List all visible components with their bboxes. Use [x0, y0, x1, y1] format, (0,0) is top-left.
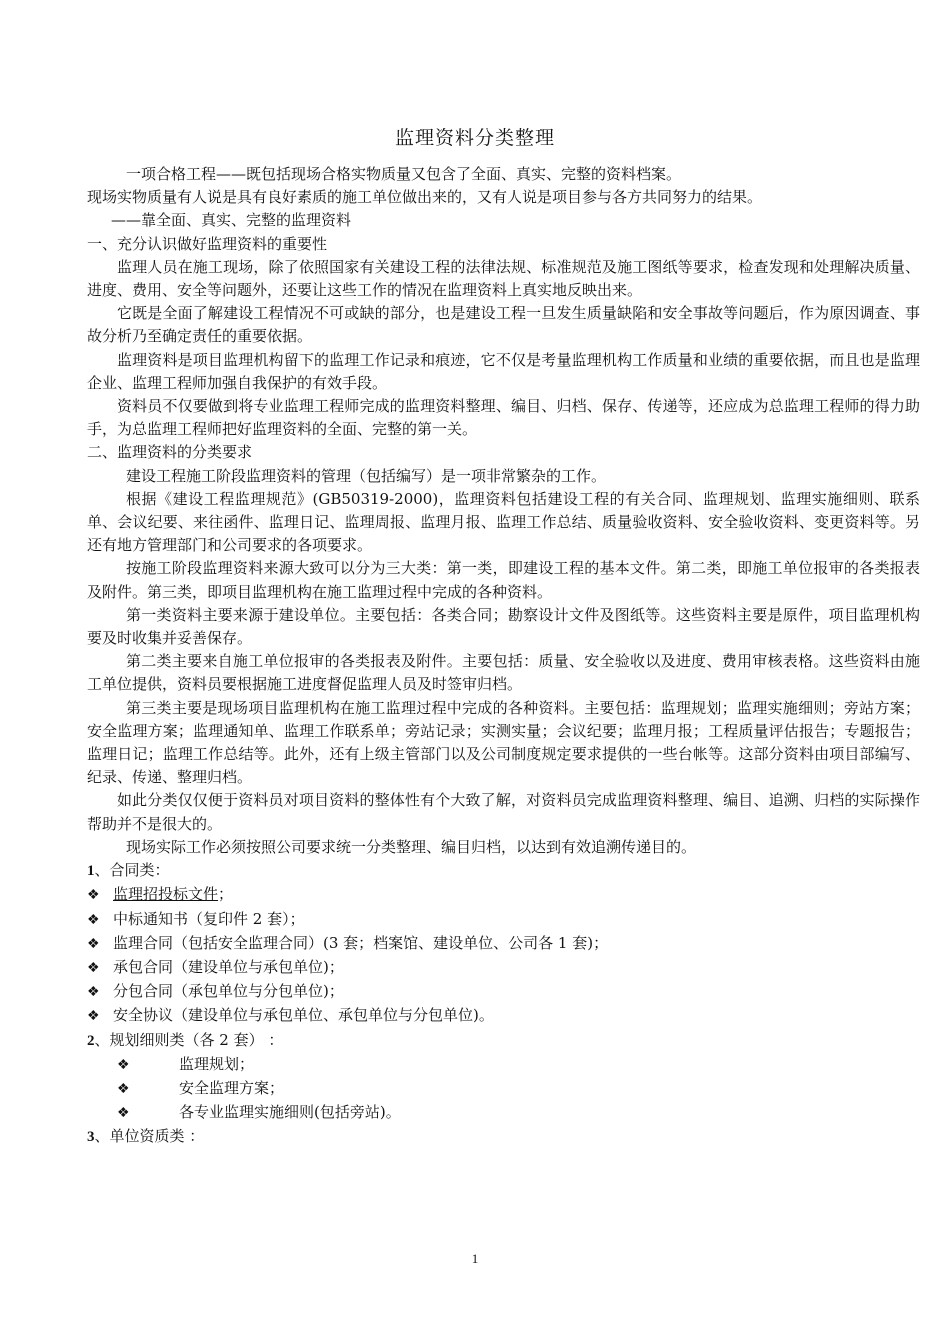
list-item-text: 安全监理方案； — [179, 1078, 285, 1097]
list-item — [87, 1077, 920, 1101]
section-1-paragraph: 它既是全面了解建设工程情况不可或缺的部分，也是建设工程一旦发生质量缺陷和安全事故等问题后，作为原因调查、事故分析乃至确定责任的重要依据。 — [87, 304, 920, 346]
intro-line-3: ——靠全面、真实、完整的监理资料 — [111, 211, 352, 230]
diamond-bullet-icon: ❖ — [87, 1008, 100, 1025]
list-1-heading — [87, 859, 920, 883]
section-2-paragraph: 根据《建设工程监理规范》(GB50319-2000)，监理资料包括建设工程的有关合同、监理规划、监理实施细则、联系单、会议纪要、来往函件、监理日记、监理周报、监理月报、监理工作总结、质量验收资料、安全验收资料、变更资料等。另还有地方管理部门和公司要求的各项要求。 — [87, 489, 920, 555]
list-item-text: 分包合同（承包单位与分包单位)； — [113, 982, 344, 1001]
list-3-heading — [87, 1125, 920, 1149]
list-2-number: 2 — [87, 1032, 95, 1049]
intro-line-2: 现场实物质量有人说是具有良好素质的施工单位做出来的，又有人说是项目参与各方共同努力的结果。 — [87, 188, 763, 207]
page-number: 1 — [471, 1251, 479, 1266]
contract-list — [87, 883, 920, 1028]
list-item-suffix: ； — [218, 885, 234, 904]
section-1-paragraph: 资料员不仅要做到将专业监理工程师完成的监理资料整理、编目、归档、保存、传递等，还应成为总监理工程师的得力助手，为总监理工程师把好监理资料的全面、完整的第一关。 — [87, 397, 920, 439]
diamond-bullet-icon: ❖ — [87, 887, 100, 904]
diamond-bullet-icon: ❖ — [87, 984, 100, 1001]
section-2-paragraph: 第三类主要是现场项目监理机构在施工监理过程中完成的各种资料。主要包括：监理规划；监理实施细则；旁站方案；安全监理方案；监理通知单、监理工作联系单；旁站记录；实测实量；会议纪要；监理月报；工程质量评估报告；专题报告；监理日记；监理工作总结等。此外，还有上级主管部门以及公司制度规定要求提供的一些台帐等。这部分资料由项目部编写、纪录、传递、整理归档。 — [87, 698, 920, 787]
list-1-label: 、合同类： — [94, 861, 170, 880]
section-2-paragraph: 现场实际工作必须按照公司要求统一分类整理、编目归档，以达到有效追溯传递目的。 — [126, 837, 697, 856]
diamond-bullet-icon: ❖ — [117, 1056, 130, 1073]
section-1-heading: 一、充分认识做好监理资料的重要性 — [87, 234, 328, 253]
list-item — [87, 956, 920, 980]
list-item-text: 承包合同（建设单位与承包单位)； — [113, 957, 344, 976]
list-2-heading — [87, 1029, 920, 1053]
list-item-text: 监理规划； — [179, 1054, 255, 1073]
diamond-bullet-icon: ❖ — [87, 959, 100, 976]
list-1-number: 1 — [87, 863, 95, 880]
section-2-heading: 二、监理资料的分类要求 — [87, 443, 253, 462]
list-item — [87, 908, 920, 932]
list-3-number: 3 — [87, 1129, 95, 1146]
section-1-paragraph: 监理资料是项目监理机构留下的监理工作记录和痕迹，它不仅是考量监理机构工作质量和业绩的重要依据，而且也是监理企业、监理工程师加强自我保护的有效手段。 — [87, 350, 920, 392]
section-2-paragraph: 第一类资料主要来源于建设单位。主要包括：各类合同；勘察设计文件及图纸等。这些资料主要是原件，项目监理机构要及时收集并妥善保存。 — [87, 605, 920, 648]
list-item-text: 监理合同（包括安全监理合同）(3 套；档案馆、建设单位、公司各 1 套)； — [113, 933, 609, 952]
section-1-paragraph: 监理人员在施工现场，除了依照国家有关建设工程的法律法规、标准规范及施工图纸等要求，检查发现和处理解决质量、进度、费用、安全等问题外，还要让这些工作的情况在监理资料上真实地反映出来。 — [87, 257, 920, 300]
section-2-paragraph: 第二类主要来自施工单位报审的各类报表及附件。主要包括：质量、安全验收以及进度、费用审核表格。这些资料由施工单位提供，资料员要根据施工进度督促监理人员及时签审归档。 — [87, 652, 920, 694]
diamond-bullet-icon: ❖ — [87, 911, 100, 928]
diamond-bullet-icon: ❖ — [87, 935, 100, 952]
section-2-paragraph: 按施工阶段监理资料来源大致可以分为三大类：第一类，即建设工程的基本文件。第二类，即施工单位报审的各类报表及附件。第三类，即项目监理机构在施工监理过程中完成的各种资料。 — [87, 559, 920, 601]
list-item-text: 各专业监理实施细则(包括旁站)。 — [179, 1103, 401, 1122]
list-3-label: 、单位资质类 ： — [94, 1127, 205, 1146]
list-item — [87, 1053, 920, 1077]
list-item — [87, 883, 920, 907]
plan-list — [87, 1053, 920, 1126]
diamond-bullet-icon: ❖ — [117, 1080, 130, 1097]
list-item-text: 中标通知书（复印件 2 套）； — [113, 909, 305, 928]
list-item — [87, 980, 920, 1004]
section-2-paragraph: 建设工程施工阶段监理资料的管理（包括编写）是一项非常繁杂的工作。 — [126, 466, 607, 485]
list-item — [87, 932, 920, 956]
document-body — [87, 163, 920, 1150]
list-item — [87, 1101, 920, 1125]
page-title: 监理资料分类整理 — [394, 127, 555, 149]
list-2-label: 、规划细则类（各 2 套） ： — [94, 1030, 284, 1049]
intro-line-1: 一项合格工程——既包括现场合格实物质量又包含了全面、真实、完整的资料档案。 — [126, 165, 682, 183]
diamond-bullet-icon: ❖ — [117, 1105, 130, 1122]
list-item-text: 安全协议（建设单位与承包单位、承包单位与分包单位)。 — [113, 1006, 494, 1025]
list-item-text: 监理招投标文件 — [113, 885, 219, 904]
list-item — [87, 1004, 920, 1028]
section-2-paragraph: 如此分类仅仅便于资料员对项目资料的整体性有个大致了解，对资料员完成监理资料整理、编目、追溯、归档的实际操作帮助并不是很大的。 — [87, 791, 920, 833]
